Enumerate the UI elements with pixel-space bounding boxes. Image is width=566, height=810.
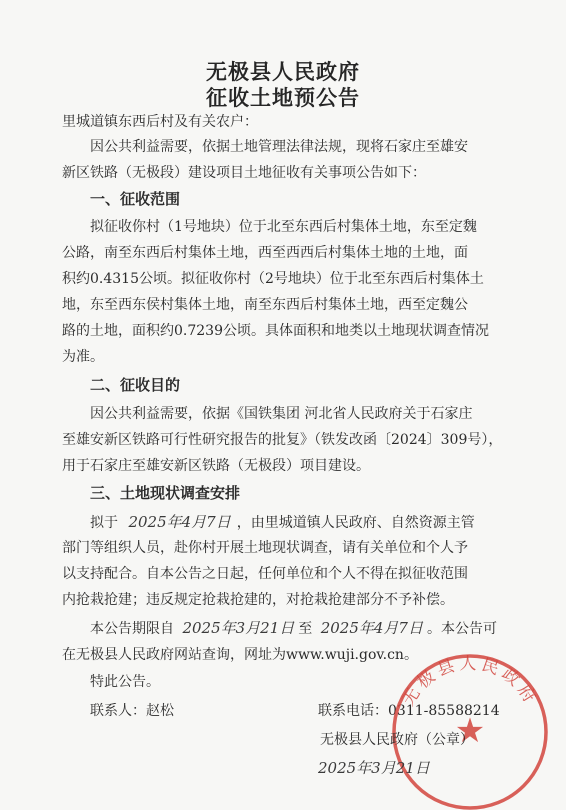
purpose-line-3: 用于石家庄至雄安新区铁路（无极段）项目建设。: [62, 458, 370, 474]
survey-suffix: ，由里城道镇人民政府、自然资源主管: [236, 515, 475, 531]
salutation: 里城道镇东西后村及有关农户：: [62, 114, 258, 130]
period-mid: 至: [298, 621, 313, 637]
survey-prefix: 拟于: [90, 515, 118, 531]
scope-line-2: 公路，南至东西后村集体土地，西至西西后村集体土地的土地，面: [62, 245, 468, 261]
signature-org: 无极县人民政府（公章）: [320, 732, 474, 748]
period-end-date: 2025年4月7日: [320, 619, 423, 637]
scope-line-1: 拟征收你村（1号地块）位于北至东西后村集体土地，东至定魏: [90, 219, 477, 235]
section-heading-survey: 三、土地现状调查安排: [90, 484, 241, 502]
contact-phone: 联系电话：0311-85588214: [318, 703, 500, 719]
survey-date: 2025年4月7日: [128, 513, 231, 531]
official-seal: [385, 640, 555, 810]
scope-line-5: 路的土地，面积约0.7239公顷。具体面积和地类以土地现状调查情况: [62, 323, 489, 339]
period-line-1: [90, 618, 550, 639]
scope-line-6: 为准。: [62, 349, 104, 365]
signature-date: 2025年3月21日: [318, 759, 430, 777]
period-start-date: 2025年3月21日: [182, 619, 295, 637]
survey-line-2: 部门等组织人员，赴你村开展土地现状调查，请有关单位和个人予: [62, 540, 468, 556]
period-line-2: 在无极县人民政府网站查询，网址为www.wuji.gov.cn。: [62, 647, 418, 663]
purpose-line-1: 因公共利益需要，依据《国铁集团 河北省人民政府关于石家庄: [90, 406, 473, 422]
survey-line-1: [90, 512, 550, 533]
period-suffix: 。本公告可: [426, 621, 497, 637]
purpose-line-2: 至雄安新区铁路可行性研究报告的批复》（铁发改函〔2024〕309号），: [62, 432, 503, 448]
svg-text:无极县人民政府: 无极县人民政府: [398, 654, 542, 710]
scope-line-4: 地，东至西东侯村集体土地，南至东西后村集体土地，西至定魏公: [62, 297, 468, 313]
intro-line-1: 因公共利益需要，依据土地管理法律法规，现将石家庄至雄安: [90, 139, 468, 155]
section-heading-scope: 一、征收范围: [90, 190, 181, 208]
closing-text: 特此公告。: [90, 674, 160, 690]
intro-line-2: 新区铁路（无极段）建设项目土地征收有关事项公告如下：: [62, 165, 426, 181]
section-heading-purpose: 二、征收目的: [90, 376, 181, 394]
svg-text:★: ★: [454, 711, 486, 751]
period-prefix: 本公告期限自: [90, 621, 174, 637]
survey-line-3: 以支持配合。自本公告之日起，任何单位和个人不得在拟征收范围: [62, 566, 468, 582]
document-title: 无极县人民政府: [206, 60, 360, 84]
survey-line-4: 内抢栽抢建；违反规定抢栽抢建的，对抢栽抢建部分不予补偿。: [62, 592, 454, 608]
scope-line-3: 积约0.4315公顷。拟征收你村（2号地块）位于北至东西后村集体土: [62, 271, 484, 287]
contact-person: 联系人：赵松: [90, 703, 174, 719]
document-subtitle: 征收土地预公告: [206, 86, 360, 110]
